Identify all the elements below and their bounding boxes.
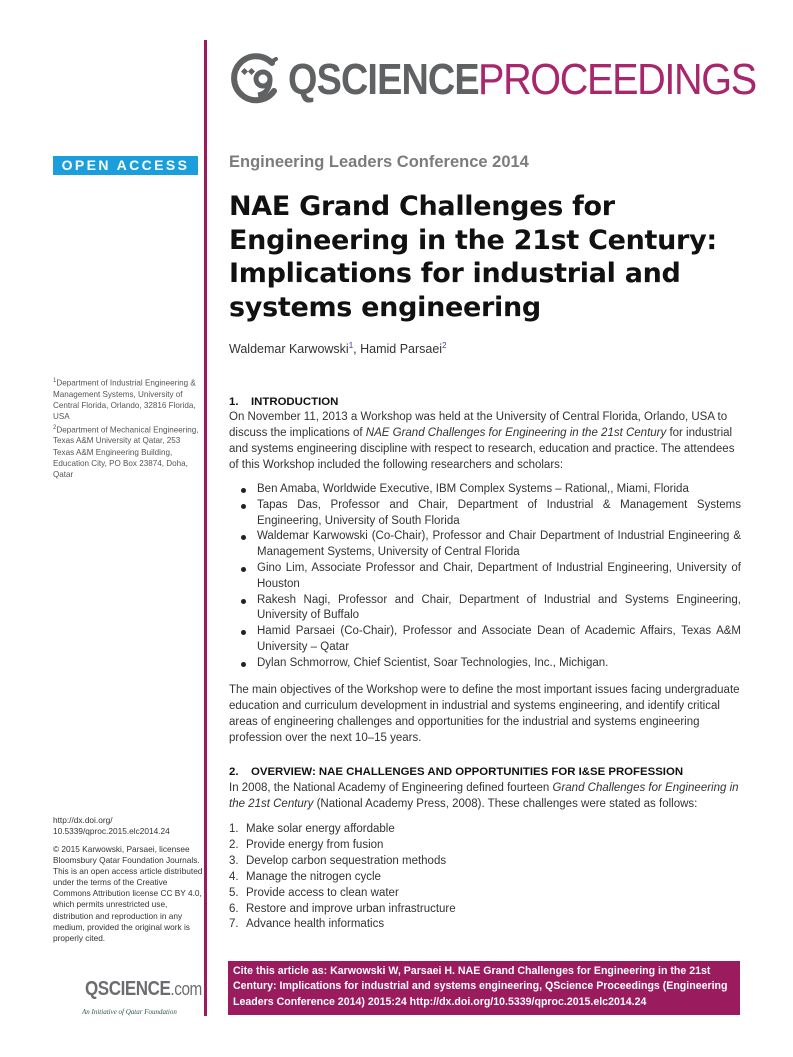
- text-run-italic: Grand Challenges for Engineering in the 21st Century: [229, 782, 739, 810]
- affiliation-text: Department of Mechanical Engineering, Texas A&M University at Qatar, 253 Texas A&M Engineering Building, Education City, PO Box 23874, Doha, Qatar: [53, 425, 199, 479]
- text-run: In 2008, the National Academy of Engineering defined fourteen: [229, 782, 553, 794]
- qscience-com-logo[interactable]: [85, 978, 202, 1001]
- list-item-text: Waldemar Karwowski (Co-Chair), Professor and Chair Department of Industrial Engineering & Management Systems, University of Central Florida: [257, 530, 741, 559]
- section-number: 1.: [229, 396, 239, 408]
- list-item: [229, 822, 456, 838]
- qscience-proceedings-logo: [228, 52, 787, 108]
- list-number: 1.: [229, 823, 239, 835]
- bullet-icon: [241, 662, 246, 667]
- bullet-icon: [241, 504, 246, 509]
- bullet-icon: [241, 488, 246, 493]
- author-sup: 2: [442, 341, 447, 350]
- text-run: for industrial and systems engineering discipline with respect to research, education and practice. The attendees of this Workshop included the following researchers and scholars:: [229, 426, 735, 471]
- bullet-icon: [241, 599, 246, 604]
- list-item: [241, 561, 741, 593]
- brand-proceedings: PROCEEDINGS: [477, 55, 756, 104]
- list-item: [241, 624, 741, 656]
- list-item: [229, 870, 456, 886]
- affiliation-sup: 1: [53, 378, 57, 384]
- citation-box: [228, 961, 740, 1015]
- initiative-tagline: An Initiative of Qatar Foundation: [82, 1008, 177, 1016]
- list-item-text: Tapas Das, Professor and Chair, Department of Industrial & Management Systems Engineering, University of South Florida: [257, 498, 741, 527]
- list-item-text: Develop carbon sequestration methods: [246, 854, 447, 867]
- attendee-list: [241, 482, 741, 672]
- citation-doi-link[interactable]: http://dx.doi.org/10.5339/qproc.2015.elc2014.24: [406, 995, 647, 1008]
- license-text: © 2015 Karwowski, Parsaei, licensee Bloomsbury Qatar Foundation Journals. This is an open access article distributed under the terms of the Creative Commons Attribution license CC BY 4.0, which permits unrestricted use, distribution and reproduction in any medium, provided the original work is properly cited.: [53, 844, 203, 943]
- list-item: [241, 656, 741, 672]
- section-heading-introduction: [229, 396, 338, 408]
- citation-year-volume: 2015:24: [367, 995, 407, 1008]
- qscience-logo-icon: [228, 53, 282, 107]
- list-number: 2.: [229, 838, 239, 851]
- list-item: [241, 593, 741, 625]
- affiliation-2: [53, 423, 203, 481]
- list-item-text: Restore and improve urban infrastructure: [246, 902, 456, 915]
- list-item-text: Advance health informatics: [246, 918, 385, 931]
- objectives-paragraph: The main objectives of the Workshop were to define the most important issues facing undergraduate education and curriculum development in industrial and systems engineering, and identify critical areas of engineering challenges and opportunities for the industrial and systems engineering profession over the next 10–15 years.: [229, 684, 740, 744]
- list-item: [241, 482, 741, 498]
- list-item: [229, 902, 456, 918]
- bullet-icon: [241, 535, 246, 540]
- intro-paragraph: [229, 410, 741, 474]
- list-item-text: Gino Lim, Associate Professor and Chair, Department of Industrial Engineering, University of Houston: [257, 561, 741, 590]
- challenges-list: [229, 822, 456, 933]
- list-item-text: Dylan Schmorrow, Chief Scientist, Soar Technologies, Inc., Michigan.: [257, 656, 609, 669]
- affiliations: [53, 376, 203, 480]
- doi-link[interactable]: http://dx.doi.org/ 10.5339/qproc.2015.elc2014.24: [53, 815, 170, 837]
- author-name: Hamid Parsaei: [360, 342, 443, 357]
- list-number: 7.: [229, 918, 239, 931]
- overview-paragraph: [229, 781, 741, 813]
- affiliation-text: Department of Industrial Engineering & Management Systems, University of Central Florida, Orlando, 32816 Florida, USA: [53, 378, 196, 422]
- citation-text: Cite this article as: Karwowski W, Parsaei H. NAE Grand Challenges for Engineering in the 21st Century: Implications for industrial and systems engineering, QScience Proceedings (Engineering Leaders Conference 2014): [233, 965, 728, 1008]
- list-item: [229, 838, 456, 854]
- open-access-badge: OPEN ACCESS: [53, 156, 198, 175]
- article-title: NAE Grand Challenges for Engineering in the 21st Century: Implications for industrial and systems engineering: [229, 191, 717, 323]
- author-sup: 1: [348, 341, 354, 350]
- brand-qscience: QSCIENCE: [288, 55, 479, 104]
- list-item-text: Rakesh Nagi, Professor and Chair, Department of Industrial and Systems Engineering, University of Buffalo: [257, 593, 741, 622]
- list-item: [241, 498, 741, 530]
- list-item-text: Ben Amaba, Worldwide Executive, IBM Complex Systems – Rational,, Miami, Florida: [257, 483, 689, 495]
- author-name: Waldemar Karwowski: [229, 342, 349, 357]
- section-heading-overview: [229, 766, 683, 778]
- text-run-italic: NAE Grand Challenges for Engineering in the 21st Century: [365, 426, 667, 439]
- list-item-text: Make solar energy affordable: [246, 823, 395, 835]
- text-run: (National Academy Press, 2008). These challenges were stated as follows:: [313, 797, 698, 810]
- vertical-rule: [204, 40, 207, 1016]
- list-item: [229, 886, 456, 902]
- list-number: 5.: [229, 886, 239, 899]
- author-list: [229, 341, 447, 356]
- footer-brand-domain: .com: [170, 979, 202, 999]
- list-item: [229, 854, 456, 870]
- section-number: 2.: [229, 766, 239, 778]
- affiliation-sup: 2: [53, 424, 57, 431]
- list-item-text: Provide energy from fusion: [246, 838, 384, 851]
- author-separator: ,: [353, 342, 361, 357]
- list-number: 3.: [229, 854, 239, 867]
- list-item-text: Manage the nitrogen cycle: [246, 870, 381, 883]
- affiliation-1: [53, 376, 203, 423]
- conference-name: Engineering Leaders Conference 2014: [229, 153, 529, 171]
- footer-brand: QSCIENCE: [85, 978, 171, 1000]
- bullet-icon: [241, 567, 246, 572]
- list-number: 4.: [229, 870, 239, 883]
- bullet-icon: [241, 630, 246, 635]
- list-item-text: Hamid Parsaei (Co-Chair), Professor and Associate Dean of Academic Affairs, Texas A&M University – Qatar: [257, 625, 741, 653]
- list-item-text: Provide access to clean water: [246, 886, 399, 899]
- list-item: [241, 529, 741, 561]
- list-number: 6.: [229, 902, 239, 915]
- section-title: INTRODUCTION: [251, 396, 339, 408]
- text-run: On November 11, 2013 a Workshop was held at the University of Central Florida, Orlando, USA to discuss the implications of: [229, 411, 728, 439]
- section-title: OVERVIEW: NAE CHALLENGES AND OPPORTUNITIES FOR I&SE PROFESSION: [251, 766, 684, 778]
- list-item: [229, 917, 456, 933]
